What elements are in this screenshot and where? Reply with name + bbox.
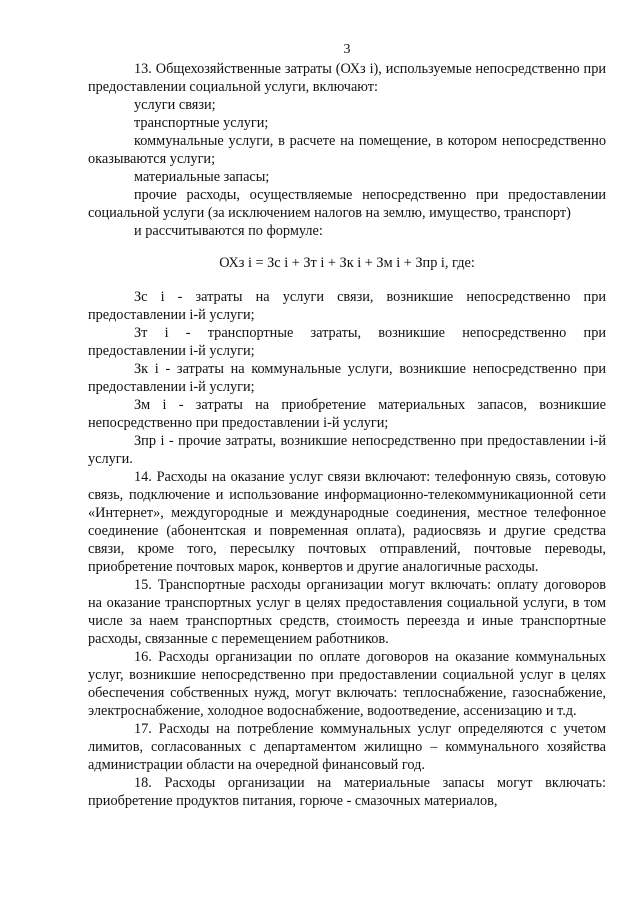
formula-lead: и рассчитываются по формуле: (134, 223, 323, 239)
paragraph-17: 17. Расходы на потребление коммунальных услуг определяются с учетом лимитов, согласованных с департаментом жилищно – коммунального хозяйства администрации области на очередной финансовый год. (88, 721, 606, 773)
cost-item-materials: материальные запасы; (134, 169, 270, 185)
paragraph-15: 15. Транспортные расходы организации могут включать: оплату договоров на оказание транспортных услуг в целях предоставления социальной услуги, в том числе за наем транспортных средств, стоимость переезда и иные транспортные расходы, связанные с перемещением работников. (88, 577, 606, 647)
definition-other: Зпр i - прочие затраты, возникшие непосредственно при предоставлении i-й услуги. (88, 433, 606, 467)
cost-item-utilities: коммунальные услуги, в расчете на помещение, в котором непосредственно оказываются услуги; (88, 133, 606, 167)
paragraph-16: 16. Расходы организации по оплате договоров на оказание коммунальных услуг, возникшие непосредственно при предоставлении социальной услуг в целях обеспечения собственных нужд, могут включать: теплоснабжение, газоснабжение, электроснабжение, холодное водоснабжение, водоотведение, ассенизацию и т.д. (88, 649, 606, 719)
cost-item-transport: транспортные услуги; (134, 115, 269, 131)
paragraph-18: 18. Расходы организации на материальные запасы могут включать: приобретение продуктов питания, горюче - смазочных материалов, (88, 775, 606, 809)
formula: ОХз i = Зс i + Зт i + Зк i + Зм i + Зпр i, где: (219, 255, 475, 271)
definition-transport: Зт i - транспортные затраты, возникшие непосредственно при предоставлении i-й услуги; (88, 325, 606, 359)
definition-materials: Зм i - затраты на приобретение материальных запасов, возникшие непосредственно при предоставлении i-й услуги; (88, 397, 606, 431)
section-13-intro: 13. Общехозяйственные затраты (ОХз i), используемые непосредственно при предоставлении социальной услуги, включают: (88, 61, 606, 95)
definition-utilities: Зк i - затраты на коммунальные услуги, возникшие непосредственно при предоставлении i-й услуги; (88, 361, 606, 395)
page-number: 3 (343, 42, 351, 57)
paragraph-14: 14. Расходы на оказание услуг связи включают: телефонную связь, сотовую связь, подключение и использование информационно-телекоммуникационной сети «Интернет», междугородные и международные соединения, местное телефонное соединение (абонентская и повременная оплата), радиосвязь и другие средства связи, кроме того, пересылку почтовых отправлений, почтовые переводы, приобретение почтовых марок, конвертов и другие аналогичные расходы. (88, 469, 606, 575)
cost-item-communication: услуги связи; (134, 97, 216, 113)
cost-item-other: прочие расходы, осуществляемые непосредственно при предоставлении социальной услуги (за исключением налогов на землю, имущество, транспорт) (88, 187, 606, 221)
definition-communication: Зс i - затраты на услуги связи, возникшие непосредственно при предоставлении i-й услуги; (88, 289, 606, 323)
